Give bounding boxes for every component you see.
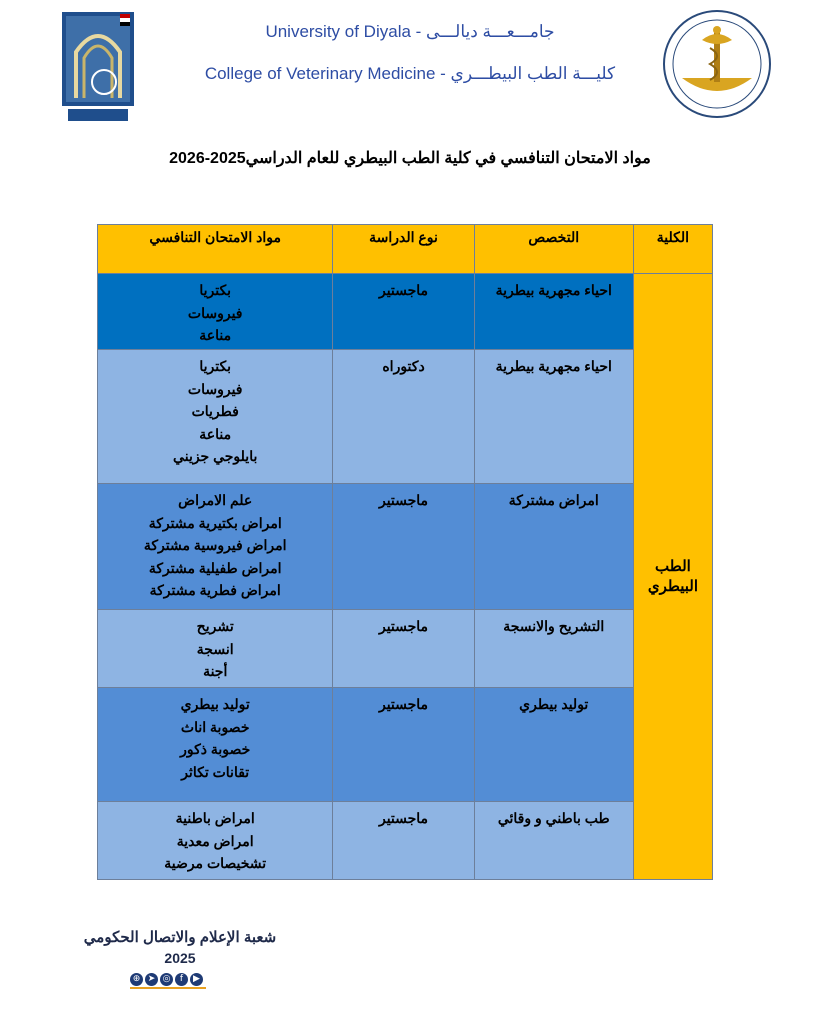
study-type-cell: ماجستير xyxy=(333,274,474,350)
footer-underline xyxy=(130,987,206,989)
subjects-cell xyxy=(98,350,333,484)
subject-item: انسجة xyxy=(196,640,234,657)
subject-item: فطريات xyxy=(191,403,239,419)
subject-item: امراض فطرية مشتركة xyxy=(149,582,281,598)
social-icons xyxy=(130,970,206,988)
subject-item: امراض معدية xyxy=(176,832,254,849)
globe-icon[interactable]: ⊕ xyxy=(130,973,143,986)
subject-item: فيروسات xyxy=(187,380,243,397)
subject-item: خصوبة اناث xyxy=(180,718,250,735)
footer-year: 2025 xyxy=(164,950,196,966)
college-cell xyxy=(633,274,712,880)
subject-item: امراض بكتيرية مشتركة xyxy=(148,514,282,531)
college-name: College of Veterinary Medicine - كليـــة الطب البيطـــري xyxy=(204,64,616,83)
table-row xyxy=(98,610,713,688)
youtube-icon[interactable]: ▶ xyxy=(190,973,203,986)
subjects-cell xyxy=(98,802,333,880)
specialization-cell: طب باطني و وقائي xyxy=(474,802,633,880)
header-study-type: نوع الدراسة xyxy=(333,225,474,274)
media-office-name: شعبة الإعلام والاتصال الحكومي xyxy=(83,929,277,946)
study-type-cell: ماجستير xyxy=(333,802,474,880)
facebook-icon[interactable]: f xyxy=(175,973,188,986)
subjects-cell xyxy=(98,274,333,350)
subject-item: بايلوجي جزيني xyxy=(173,448,258,464)
competitive-exam-table xyxy=(97,224,713,880)
specialization-cell: احياء مجهرية بيطرية xyxy=(474,350,633,484)
subject-item: امراض فيروسية مشتركة xyxy=(143,537,287,553)
study-type-cell: ماجستير xyxy=(333,484,474,610)
subject-item: مناعة xyxy=(199,425,232,442)
telegram-icon[interactable]: ➤ xyxy=(145,973,158,986)
subject-item: خصوبة ذكور xyxy=(180,741,251,757)
university-of-diyala-logo xyxy=(62,12,134,124)
subject-item: امراض طفيلية مشتركة xyxy=(148,559,282,576)
table-header-row xyxy=(98,225,713,274)
subjects-cell xyxy=(98,484,333,610)
subjects-cell xyxy=(98,610,333,688)
table-row xyxy=(98,484,713,610)
study-type-cell: ماجستير xyxy=(333,688,474,802)
subject-item: تقانات تكاثر xyxy=(181,763,250,780)
subject-item: بكتريا xyxy=(199,358,232,374)
subjects-cell xyxy=(98,688,333,802)
specialization-cell: احياء مجهرية بيطرية xyxy=(474,274,633,350)
university-name: University of Diyala - جامـــعـــة ديالـــى xyxy=(265,22,555,41)
instagram-icon[interactable]: ◎ xyxy=(160,973,173,986)
specialization-cell: التشريح والانسجة xyxy=(474,610,633,688)
table-row xyxy=(98,350,713,484)
study-type-cell: دكتوراه xyxy=(333,350,474,484)
table-row xyxy=(98,802,713,880)
subject-item: تشريح xyxy=(196,618,234,634)
subject-item: فيروسات xyxy=(187,304,243,321)
header-college: الكلية xyxy=(633,225,712,274)
college-line: البيطري xyxy=(647,577,698,595)
subject-item: امراض باطنية xyxy=(175,810,255,826)
subject-item: علم الامراض xyxy=(178,492,253,508)
college-line: الطب xyxy=(655,557,691,575)
subject-item: توليد بيطري xyxy=(180,696,250,712)
subject-item: مناعة xyxy=(199,327,232,343)
subject-item: أجنة xyxy=(203,663,228,679)
specialization-cell: توليد بيطري xyxy=(474,688,633,802)
subject-item: بكتريا xyxy=(199,282,232,298)
header-specialization: التخصص xyxy=(474,225,633,274)
college-of-veterinary-medicine-logo xyxy=(662,8,772,120)
subject-item: تشخيصات مرضية xyxy=(164,855,267,871)
specialization-cell: امراض مشتركة xyxy=(474,484,633,610)
table-row xyxy=(98,274,713,350)
header-subjects: مواد الامتحان التنافسي xyxy=(98,225,333,274)
page-title: مواد الامتحان التنافسي في كلية الطب البيطري للعام الدراسي2025-2026 xyxy=(169,150,651,167)
table-row xyxy=(98,688,713,802)
study-type-cell: ماجستير xyxy=(333,610,474,688)
